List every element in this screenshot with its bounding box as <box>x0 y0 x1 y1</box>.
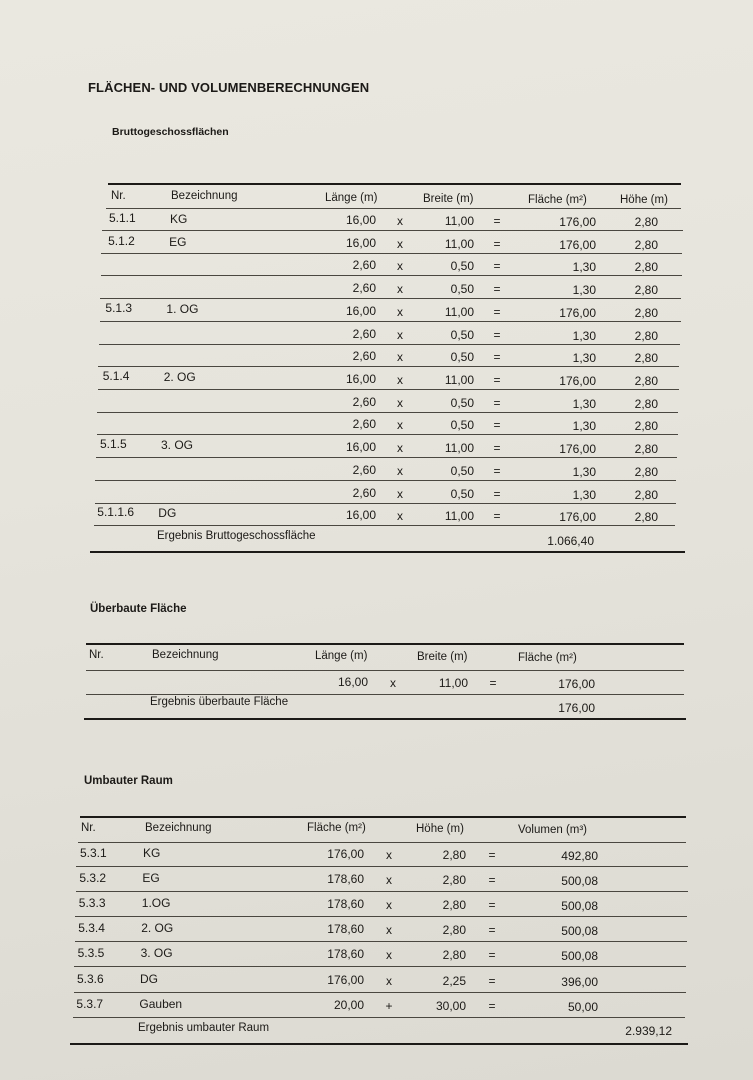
row-operator: x <box>397 372 403 387</box>
row-hoehe: 2,80 <box>634 419 658 434</box>
row-nr: 5.1.1 <box>109 211 136 225</box>
header-nr: Nr. <box>81 822 96 834</box>
row-laenge: 16,00 <box>345 371 376 386</box>
row-breite: 11,00 <box>438 676 468 690</box>
row-nr: 5.1.4 <box>102 369 130 384</box>
row-breite: 0,50 <box>450 395 474 410</box>
row-flaeche: 1,30 <box>572 260 596 275</box>
document-title: FLÄCHEN- UND VOLUMENBERECHNUNGEN <box>88 80 370 95</box>
row-flaeche: 176,00 <box>559 237 596 252</box>
row-operator: x <box>386 898 392 913</box>
row-operator: x <box>397 418 403 433</box>
header-bezeichnung: Bezeichnung <box>145 822 212 834</box>
row-flaeche: 1,30 <box>572 487 596 502</box>
row-hoehe: 2,80 <box>442 923 466 938</box>
row-laenge: 16,00 <box>345 235 376 250</box>
header-hoehe: Höhe (m) <box>620 194 668 206</box>
row-equals: = <box>493 395 501 410</box>
row-equals: = <box>488 873 496 888</box>
row-bezeichnung: 1.OG <box>141 896 171 911</box>
row-flaeche: 176,00 <box>559 442 596 457</box>
row-hoehe: 2,80 <box>634 305 658 320</box>
row-equals: = <box>493 509 501 524</box>
row-laenge: 2,60 <box>352 281 376 296</box>
row-flaeche: 1,30 <box>572 419 596 434</box>
row-operator: x <box>386 873 392 888</box>
row-equals: = <box>493 304 501 319</box>
row-flaeche: 1,30 <box>572 328 596 343</box>
row-volumen: 500,08 <box>561 874 598 889</box>
row-volumen: 500,08 <box>561 949 598 964</box>
row-flaeche: 176,00 <box>559 373 596 388</box>
row-equals: = <box>493 214 501 228</box>
row-nr: 5.3.4 <box>78 921 105 936</box>
header-flaeche: Fläche (m²) <box>528 194 587 206</box>
row-operator: x <box>397 441 403 456</box>
row-rule <box>75 916 687 917</box>
row-operator: x <box>397 350 403 365</box>
row-equals: = <box>493 327 501 342</box>
row-bezeichnung: 1. OG <box>166 302 199 317</box>
header-rule <box>78 842 686 843</box>
row-bezeichnung: EG <box>142 871 160 886</box>
row-equals: = <box>493 418 501 433</box>
row-volumen: 492,80 <box>561 849 598 863</box>
row-hoehe: 2,25 <box>442 973 466 988</box>
row-equals: = <box>488 973 496 988</box>
row-breite: 11,00 <box>444 236 474 251</box>
row-volumen: 396,00 <box>561 974 598 989</box>
header-nr: Nr. <box>89 649 104 661</box>
row-flaeche: 176,00 <box>559 510 596 525</box>
row-hoehe: 2,80 <box>634 487 658 502</box>
header-flaeche: Fläche (m²) <box>307 822 366 834</box>
row-bezeichnung: 2. OG <box>141 921 174 936</box>
row-nr: 5.1.1.6 <box>97 504 134 519</box>
row-volumen: 500,08 <box>561 924 598 939</box>
row-flaeche: 178,60 <box>327 872 364 887</box>
row-nr: 5.3.5 <box>77 946 105 961</box>
row-laenge: 16,00 <box>345 303 376 318</box>
row-equals: = <box>493 259 501 274</box>
row-bezeichnung: KG <box>170 212 188 226</box>
row-flaeche: 178,60 <box>327 922 364 937</box>
row-nr: 5.1.3 <box>105 301 133 316</box>
row-bezeichnung: 3. OG <box>161 438 194 452</box>
row-flaeche: 178,60 <box>327 897 364 912</box>
row-rule <box>76 891 688 892</box>
total-label: Ergebnis überbaute Fläche <box>150 696 289 708</box>
row-flaeche: 176,00 <box>559 305 596 320</box>
row-operator: x <box>397 259 403 274</box>
row-breite: 11,00 <box>444 304 474 319</box>
row-hoehe: 2,80 <box>634 215 658 229</box>
header-nr: Nr. <box>111 190 126 202</box>
row-nr: 5.1.5 <box>100 437 127 451</box>
row-operator: x <box>397 282 403 297</box>
total-label: Ergebnis umbauter Raum <box>138 1022 270 1034</box>
row-equals: = <box>488 923 496 938</box>
row-operator: x <box>386 923 392 938</box>
row-hoehe: 2,80 <box>442 873 466 888</box>
row-volumen: 50,00 <box>567 999 598 1014</box>
row-equals: = <box>489 676 497 690</box>
row-bezeichnung: 2. OG <box>163 370 196 385</box>
row-flaeche: 176,00 <box>558 677 595 691</box>
row-breite: 11,00 <box>444 441 474 456</box>
header-bezeichnung: Bezeichnung <box>171 190 238 202</box>
row-laenge: 16,00 <box>345 508 376 523</box>
total-label: Ergebnis Bruttogeschossfläche <box>157 530 316 542</box>
row-operator: x <box>397 304 403 319</box>
row-equals: = <box>488 998 496 1013</box>
row-nr: 5.3.3 <box>78 896 106 911</box>
header-volumen: Volumen (m³) <box>518 824 588 836</box>
row-bezeichnung: KG <box>143 846 161 860</box>
row-flaeche: 176,00 <box>327 847 364 861</box>
row-equals: = <box>493 236 501 251</box>
row-breite: 11,00 <box>444 214 474 228</box>
row-operator: x <box>397 395 403 410</box>
row-laenge: 2,60 <box>352 258 376 273</box>
row-operator: x <box>397 214 403 228</box>
total-value: 2.939,12 <box>625 1024 672 1038</box>
row-bezeichnung: DG <box>158 505 177 520</box>
row-hoehe: 2,80 <box>442 898 466 913</box>
row-operator: x <box>386 973 392 988</box>
row-operator: x <box>397 463 403 478</box>
row-equals: = <box>493 463 501 478</box>
row-flaeche: 178,60 <box>327 947 364 962</box>
row-laenge: 2,60 <box>352 326 376 341</box>
row-laenge: 2,60 <box>352 349 376 364</box>
row-breite: 0,50 <box>450 282 474 297</box>
row-bezeichnung: EG <box>169 234 187 249</box>
row-hoehe: 2,80 <box>442 848 466 862</box>
row-equals: = <box>493 282 501 297</box>
row-equals: = <box>488 898 496 913</box>
row-equals: = <box>488 848 496 862</box>
row-rule <box>73 1017 685 1018</box>
total-value: 176,00 <box>558 701 595 715</box>
header-flaeche: Fläche (m²) <box>518 652 577 664</box>
row-laenge: 16,00 <box>345 440 376 455</box>
section-title-ueberbaut: Überbaute Fläche <box>90 603 187 615</box>
row-nr: 5.1.2 <box>108 233 135 248</box>
header-laenge: Länge (m) <box>315 650 368 662</box>
row-equals: = <box>488 948 496 963</box>
row-bezeichnung: Gauben <box>139 996 183 1011</box>
header-hoehe: Höhe (m) <box>416 823 464 835</box>
row-flaeche: 1,30 <box>572 464 596 479</box>
row-volumen: 500,08 <box>561 899 598 914</box>
row-nr: 5.3.6 <box>77 971 104 986</box>
row-laenge: 2,60 <box>352 462 376 477</box>
header-laenge: Länge (m) <box>325 192 378 204</box>
row-equals: = <box>493 441 501 456</box>
row-hoehe: 2,80 <box>634 260 658 275</box>
row-hoehe: 2,80 <box>634 373 658 388</box>
row-operator: x <box>386 948 392 963</box>
row-nr: 5.3.1 <box>80 846 107 860</box>
row-laenge: 2,60 <box>352 485 376 500</box>
row-equals: = <box>493 372 501 387</box>
header-breite: Breite (m) <box>417 651 468 663</box>
row-hoehe: 2,80 <box>634 283 658 298</box>
row-laenge: 16,00 <box>337 675 368 689</box>
row-breite: 0,50 <box>450 350 474 365</box>
row-operator: x <box>397 236 403 251</box>
row-flaeche: 176,00 <box>327 972 364 987</box>
row-breite: 0,50 <box>450 463 474 478</box>
row-bezeichnung: DG <box>140 971 158 986</box>
row-rule <box>76 866 688 867</box>
row-equals: = <box>493 350 501 365</box>
row-breite: 0,50 <box>450 418 474 433</box>
row-laenge: 2,60 <box>352 394 376 409</box>
row-hoehe: 2,80 <box>634 464 658 479</box>
row-hoehe: 2,80 <box>442 948 466 963</box>
row-breite: 0,50 <box>450 327 474 342</box>
row-operator: x <box>386 848 392 862</box>
row-breite: 11,00 <box>444 509 474 524</box>
header-bezeichnung: Bezeichnung <box>152 649 219 661</box>
row-operator: x <box>397 486 403 501</box>
row-bezeichnung: 3. OG <box>140 946 173 961</box>
row-breite: 0,50 <box>450 486 474 501</box>
section-title-umbaut: Umbauter Raum <box>84 775 173 787</box>
row-rule <box>75 941 687 942</box>
row-operator: x <box>397 327 403 342</box>
row-rule <box>74 992 686 993</box>
section-title-bgf: Bruttogeschossflächen <box>112 126 229 138</box>
row-flaeche: 1,30 <box>572 396 596 411</box>
row-operator: x <box>397 509 403 524</box>
row-nr: 5.3.2 <box>79 871 107 886</box>
row-breite: 11,00 <box>444 372 474 387</box>
row-hoehe: 2,80 <box>634 237 658 252</box>
row-flaeche: 1,30 <box>572 283 596 298</box>
row-flaeche: 176,00 <box>559 215 596 229</box>
row-hoehe: 2,80 <box>634 396 658 411</box>
row-laenge: 2,60 <box>352 417 376 432</box>
row-operator: + <box>385 998 393 1013</box>
row-equals: = <box>493 486 501 501</box>
row-hoehe: 2,80 <box>634 351 658 366</box>
row-laenge: 16,00 <box>345 213 376 227</box>
row-flaeche: 20,00 <box>333 997 364 1012</box>
row-operator: x <box>390 676 396 690</box>
row-hoehe: 2,80 <box>634 510 658 525</box>
row-nr: 5.3.7 <box>76 996 104 1011</box>
row-flaeche: 1,30 <box>572 351 596 366</box>
row-hoehe: 30,00 <box>435 998 466 1013</box>
table-top-rule <box>80 816 686 818</box>
row-hoehe: 2,80 <box>634 328 658 343</box>
table-bottom-rule <box>70 1043 688 1045</box>
total-value: 1.066,40 <box>547 534 594 548</box>
row-rule <box>74 966 686 967</box>
row-hoehe: 2,80 <box>634 442 658 457</box>
header-breite: Breite (m) <box>423 193 474 205</box>
row-breite: 0,50 <box>450 259 474 274</box>
